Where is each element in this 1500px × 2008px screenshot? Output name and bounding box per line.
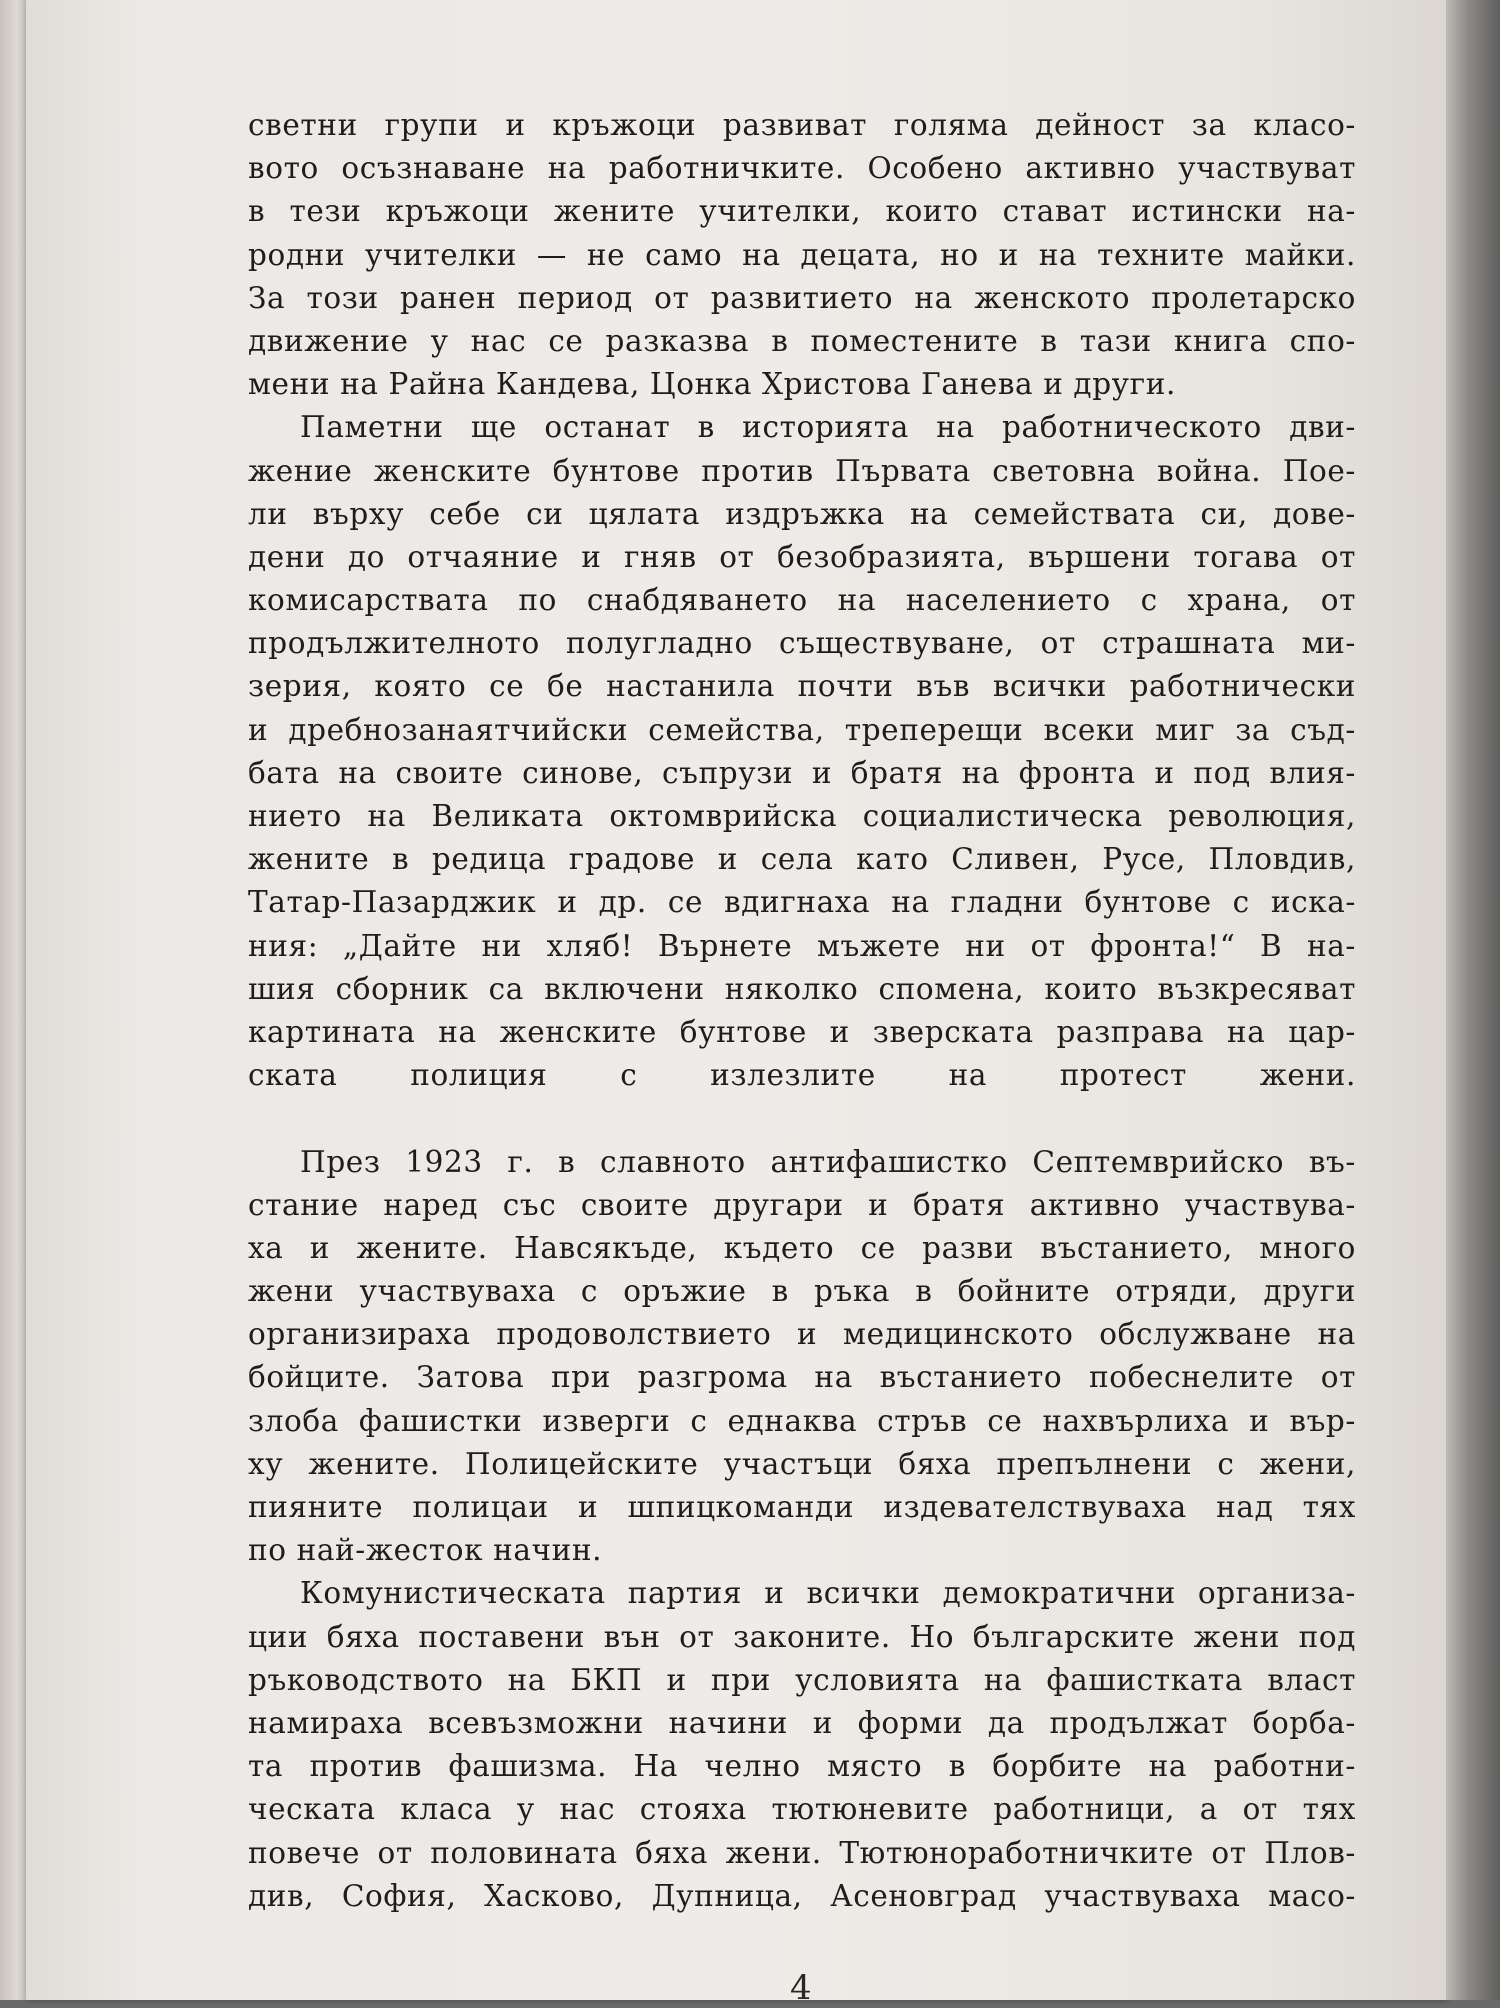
- book-spine-edge: [0, 0, 28, 2000]
- text-line: Татар-Пазарджик и др. се вдигнаха на гладни бунтове с иска-: [248, 885, 1356, 920]
- text-line: див, София, Хасково, Дупница, Асеновград участвуваха масо-: [248, 1878, 1356, 1913]
- text-line: бата на своите синове, съпрузи и братя на фронта и под влия-: [248, 755, 1356, 790]
- text-line: [248, 1097, 1356, 1140]
- text-line: та против фашизма. На челно място в борбите на работни-: [248, 1749, 1356, 1784]
- text-line: ции бяха поставени вън от законите. Но българските жени под: [248, 1619, 1356, 1654]
- text-line: ху жените. Полицейските участъци бяха препълнени с жени,: [248, 1446, 1356, 1481]
- text-line: повече от половината бяха жени. Тютюноработничките от Плов-: [248, 1835, 1356, 1870]
- text-line: зерия, която се бе настанила почти във всички работнически: [248, 669, 1356, 704]
- text-line: За този ранен период от развитието на женското пролетарско: [248, 280, 1356, 315]
- text-line: в тези кръжоци жените учителки, които стават истински на-: [248, 194, 1356, 229]
- text-line: дени до отчаяние и гняв от безобразията, вършени тогава от: [248, 539, 1356, 574]
- text-line: ния: „Дайте ни хляб! Върнете мъжете ни от фронта!“ В на-: [248, 928, 1356, 963]
- page-number: 4: [790, 1968, 812, 2008]
- text-line: продължителното полугладно съществуване, от страшната ми-: [248, 626, 1356, 661]
- text-line: мени на Райна Кандева, Цонка Христова Ганева и други.: [248, 367, 1176, 402]
- text-line: бойците. Затова при разгрома на въстанието побеснелите от: [248, 1360, 1356, 1395]
- text-line: намираха всевъзможни начини и форми да продължат борба-: [248, 1705, 1356, 1740]
- text-line: шия сборник са включени няколко спомена, които възкресяват: [248, 971, 1356, 1006]
- text-line: ческата класа у нас стояха тютюневите работници, а от тях: [248, 1792, 1356, 1827]
- text-line: ха и жените. Навсякъде, където се разви въстанието, много: [248, 1230, 1356, 1265]
- paragraph-3: [248, 1141, 1356, 1573]
- text-line: и дребнозанаятчийски семейства, треперещи всеки миг за съд-: [248, 712, 1356, 747]
- page-shadow-edge: [1446, 0, 1500, 2000]
- text-line: През 1923 г. в славното антифашистко Септемврийско въ-: [300, 1144, 1356, 1179]
- text-line: Комунистическата партия и всички демократични организа-: [300, 1576, 1356, 1611]
- text-line: пияните полицаи и шпицкоманди издевателствуваха над тях: [248, 1490, 1356, 1524]
- text-line: движение у нас се разказва в поместените в тази книга спо-: [248, 323, 1356, 358]
- text-line: организираха продоволствието и медицинското обслужване на: [248, 1317, 1356, 1352]
- paragraph-1: [248, 104, 1356, 406]
- text-line: по най-жесток начин.: [248, 1533, 603, 1568]
- text-line: жени участвуваха с оръжие в ръка в бойните отряди, други: [248, 1274, 1356, 1309]
- text-line: ската полиция с излезлите на протест жени.: [248, 1058, 1356, 1093]
- text-line: нието на Великата октомврийска социалистическа революция,: [248, 799, 1356, 833]
- paragraph-4: [248, 1572, 1356, 1918]
- paragraph-2: [248, 406, 1356, 1140]
- text-line: картината на женските бунтове и зверската разправа на цар-: [248, 1014, 1356, 1049]
- text-line: Паметни ще останат в историята на работническото дви-: [300, 410, 1356, 445]
- text-line: злоба фашистки изверги с еднаква стръв се нахвърлиха и вър-: [248, 1403, 1356, 1438]
- text-line: комисарствата по снабдяването на населението с храна, от: [248, 583, 1356, 618]
- text-line: светни групи и кръжоци развиват голяма дейност за класо-: [248, 108, 1356, 142]
- text-line: родни учителки — не само на децата, но и на техните майки.: [248, 237, 1356, 272]
- text-line: вото осъзнаване на работничките. Особено активно участвуват: [248, 151, 1356, 186]
- text-line: ли върху себе си цялата издръжка на семействата си, дове-: [248, 496, 1356, 531]
- page-text: [248, 104, 1356, 1918]
- text-line: ръководството на БКП и при условията на фашистката власт: [248, 1662, 1356, 1697]
- text-line: стание наред със своите другари и братя активно участвува-: [248, 1187, 1356, 1222]
- text-line: жените в редица градове и села като Сливен, Русе, Пловдив,: [248, 842, 1356, 877]
- text-line: жение женските бунтове против Първата световна война. Пое-: [248, 453, 1356, 488]
